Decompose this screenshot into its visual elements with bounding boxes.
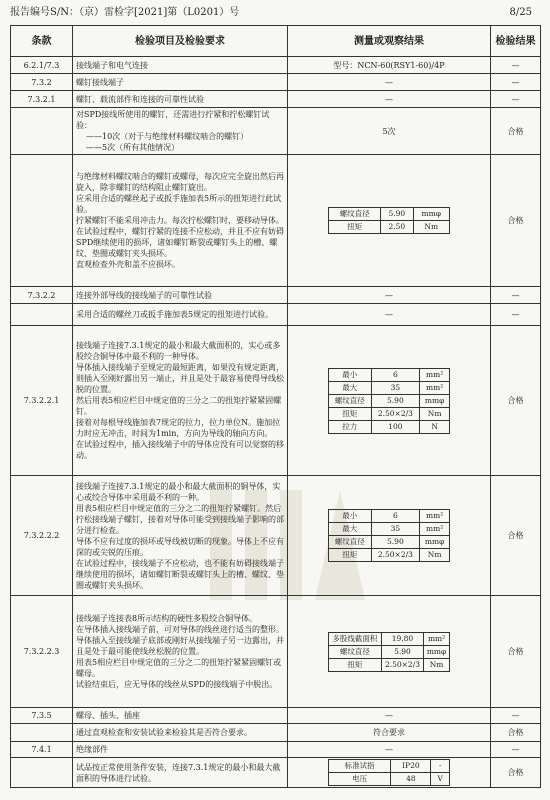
requirement-text: 试品按正常使用条件安装，连接7.3.1规定的最小和最大截面积的导体进行试验。 <box>76 762 281 783</box>
requirement-text: 对SPD接线所使用的螺钉，还需进行拧紧和拧松螺钉试验： <box>76 110 270 130</box>
requirement-text: 接线端子连接表8所示结构的硬性多股绞合铜导体。 <box>76 614 258 623</box>
item-cell <box>73 476 288 596</box>
requirement-text: 采用合适的螺丝刀或扳手施加表5规定的扭矩进行试验。 <box>76 310 274 319</box>
item-cell: 连接外部导线的接线端子的可靠性试验 <box>73 287 288 304</box>
item-cell: 螺钉、载流部件和连接的可靠性试验 <box>73 91 288 108</box>
param-unit: mmφ <box>424 645 450 658</box>
param-label: 标准试指 <box>329 760 391 773</box>
param-label: 扭矩 <box>329 407 372 420</box>
result-cell: 合格 <box>491 724 541 742</box>
measure-cell: — <box>288 74 491 91</box>
table-row <box>11 596 541 708</box>
table-row <box>11 476 541 596</box>
result-cell: 合格 <box>491 155 541 287</box>
col-clause: 条款 <box>11 26 73 57</box>
clause-cell <box>11 108 73 155</box>
requirement-text: 应采用合适的螺丝起子或扳手施加表5所示的扭矩进行此试验。 <box>76 194 282 214</box>
param-unit: Nm <box>413 221 450 234</box>
subtable-row <box>329 420 450 433</box>
item-cell <box>73 326 288 476</box>
report-header <box>10 6 532 20</box>
measure-cell: — <box>288 91 491 108</box>
result-cell: 合格 <box>491 326 541 476</box>
requirement-text: 在导体插入接线端子前，可对导体的线丝进行适当的整形。 <box>76 625 284 634</box>
clause-cell <box>11 304 73 326</box>
clause-cell: 7.4.1 <box>11 742 73 758</box>
param-unit: mm² <box>420 510 450 523</box>
param-value: 35 <box>371 523 420 536</box>
item-cell <box>73 758 288 788</box>
subtable-row <box>329 645 450 658</box>
param-value: IP20 <box>391 760 431 773</box>
inspection-table <box>10 25 541 788</box>
col-item: 检验项目及检验要求 <box>73 26 288 57</box>
result-cell: — <box>491 74 541 91</box>
item-cell: 螺母、插头、插座 <box>73 708 288 724</box>
subtable-row <box>329 760 450 773</box>
subtable-row <box>329 368 450 381</box>
param-label: 螺纹直径 <box>329 394 372 407</box>
param-value: 5.90 <box>371 394 420 407</box>
requirement-text: ——5次（所有其他情况） <box>86 143 180 152</box>
param-label: 最大 <box>329 381 372 394</box>
item-cell <box>73 155 288 287</box>
requirement-text: 拧紧螺钉不能采用冲击力。每次拧松螺钉时，要移动导体。 <box>76 216 284 225</box>
subtable-row <box>329 221 450 234</box>
clause-cell: 7.3.2.1 <box>11 91 73 108</box>
clause-cell <box>11 724 73 742</box>
clause-cell: 6.2.1/7.3 <box>11 57 73 74</box>
measure-cell <box>288 476 491 596</box>
requirement-text: 接线端子连接7.3.1规定的最小和最大截面积的铜导体，实心或绞合导体中采用最不利的一种。 <box>76 481 281 502</box>
requirement-text: 试验结束后，应无导体的线丝从SPD的接线端子中脱出。 <box>76 680 278 689</box>
measure-subtable <box>328 207 450 234</box>
param-value: 100 <box>371 420 420 433</box>
measure-subtable <box>328 759 450 786</box>
item-cell <box>73 108 288 155</box>
requirement-text: 与绝缘材料螺纹啮合的螺钉或螺母，每次应完全旋出然后再旋入，除非螺钉的结构阻止螺钉旋出。 <box>76 172 284 192</box>
table-row <box>11 74 541 91</box>
param-value: 2.50 <box>381 221 413 234</box>
clause-cell: 7.3.2.2.2 <box>11 476 73 596</box>
param-label: 螺纹直径 <box>329 645 382 658</box>
table-row <box>11 326 541 476</box>
requirement-text: 导体不应有过度的损坏或导线被切断的现象。导体上不应有深的或尖锐的压痕。 <box>76 536 284 557</box>
param-label: 扭矩 <box>329 221 381 234</box>
result-cell: — <box>491 287 541 304</box>
report-number: 报告编号S/N：（京）雷检字[2021]第（L0201）号 <box>10 7 240 18</box>
table-row <box>11 758 541 788</box>
param-value: 5.90 <box>381 645 423 658</box>
param-unit: mmφ <box>420 394 450 407</box>
param-label: 多股线截面积 <box>329 632 382 645</box>
requirement-text: 接着对每根导线施加表7规定的拉力，拉力单位N。施加拉力时应无冲击，时间为1min，方向为导线的轴向方向。 <box>76 418 281 438</box>
param-value: 6 <box>371 510 420 523</box>
subtable-row <box>329 510 450 523</box>
param-value: 5.90 <box>371 536 420 549</box>
param-label: 最大 <box>329 523 372 536</box>
subtable-row <box>329 658 450 671</box>
requirement-text: 导体插入至接线端子底部或刚好从接线端子另一边露出，并且是处于最可能使线丝松脱的位置。 <box>76 636 284 656</box>
measure-cell: 5次 <box>288 108 491 155</box>
subtable-row <box>329 773 450 786</box>
param-label: 拉力 <box>329 420 372 433</box>
param-value: 5.90 <box>381 208 413 221</box>
param-unit: V <box>431 773 450 786</box>
measure-cell <box>288 596 491 708</box>
result-cell: 合格 <box>491 108 541 155</box>
param-value: 2.50×2/3 <box>371 407 420 420</box>
result-cell: — <box>491 742 541 758</box>
item-cell: 绝缘部件 <box>73 742 288 758</box>
param-value: 19.80 <box>381 632 423 645</box>
result-cell: — <box>491 57 541 74</box>
result-cell: — <box>491 708 541 724</box>
clause-cell: 7.3.2 <box>11 74 73 91</box>
measure-cell <box>288 326 491 476</box>
subtable-row <box>329 208 450 221</box>
table-row <box>11 155 541 287</box>
result-cell: 合格 <box>491 476 541 596</box>
clause-cell <box>11 155 73 287</box>
requirement-text: 然后用表5相应栏目中规定值的三分之二的扭矩拧紧紧固螺钉。 <box>76 396 282 416</box>
subtable-row <box>329 536 450 549</box>
param-unit: mm² <box>420 523 450 536</box>
requirement-text: 用表5相应栏目中规定值的三分之二的扭矩拧紧螺钉。然后拧松接线端子螺钉，接着对导体可能受到接线端子影响的部分进行检查。 <box>76 503 284 535</box>
param-unit: mm² <box>420 381 450 394</box>
page-number: 8/25 <box>509 7 532 18</box>
col-result: 检验结果 <box>491 26 541 57</box>
table-row <box>11 57 541 74</box>
subtable-row <box>329 549 450 562</box>
requirement-text: 直观检查外壳和盖不应损坏。 <box>76 260 180 269</box>
table-row <box>11 742 541 758</box>
requirement-text: ——10次（对于与绝缘材料螺纹啮合的螺钉） <box>86 132 249 141</box>
result-cell: — <box>491 304 541 326</box>
measure-cell <box>288 155 491 287</box>
measure-subtable <box>328 632 450 672</box>
param-label: 电压 <box>329 773 391 786</box>
requirement-text: 用表5相应栏目中规定值的三分之二的扭矩拧紧紧固螺钉或螺母。 <box>76 658 282 678</box>
param-label: 最小 <box>329 368 372 381</box>
measure-cell: — <box>288 742 491 758</box>
table-header-row <box>11 26 541 57</box>
param-label: 扭矩 <box>329 658 382 671</box>
param-value: 35 <box>371 381 420 394</box>
requirement-text: 导体插入接线端子至规定的最短距离，如果没有规定距离，则插入至刚好露出另一端止，并且是处于最容易使得导线松脱的位置。 <box>76 363 284 394</box>
result-cell: — <box>491 91 541 108</box>
param-unit: mm² <box>424 632 450 645</box>
param-unit: mm² <box>420 368 450 381</box>
param-unit: Nm <box>424 658 450 671</box>
param-value: 2.50×2/3 <box>381 658 423 671</box>
measure-cell: 型号：NCN-60(RSY1-60)/4P <box>288 57 491 74</box>
param-label: 最小 <box>329 510 372 523</box>
measure-cell <box>288 758 491 788</box>
item-cell: 螺钉接线端子 <box>73 74 288 91</box>
param-label: 螺纹直径 <box>329 536 372 549</box>
result-cell: 合格 <box>491 758 541 788</box>
param-label: 螺纹直径 <box>329 208 381 221</box>
requirement-text: 在试验过程中，插入接线端子中的导体应没有可以觉察的移动。 <box>76 440 284 460</box>
clause-cell <box>11 758 73 788</box>
result-cell: 合格 <box>491 596 541 708</box>
measure-cell: 符合要求 <box>288 724 491 742</box>
param-value: 6 <box>371 368 420 381</box>
table-row <box>11 708 541 724</box>
measure-subtable <box>328 368 450 434</box>
param-value: 2.50×2/3 <box>371 549 420 562</box>
table-row <box>11 304 541 326</box>
col-measure: 测量或观察结果 <box>288 26 491 57</box>
clause-cell: 7.3.2.2.1 <box>11 326 73 476</box>
subtable-row <box>329 632 450 645</box>
table-row <box>11 724 541 742</box>
requirement-text: 接线端子连接7.3.1规定的最小和最大截面积的，实心或多股绞合铜导体中最不利的一种导体。 <box>76 341 281 361</box>
clause-cell: 7.3.5 <box>11 708 73 724</box>
table-row <box>11 91 541 108</box>
requirement-text: 在试验过程中，螺钉拧紧的连接不应松动，并且不应有妨碍SPD继续使用的损坏，诸如螺钉断裂或螺钉头上的槽、螺纹、垫圈或螺钉夹头损坏。 <box>76 227 284 258</box>
measure-cell: — <box>288 304 491 326</box>
param-label: 扭矩 <box>329 549 372 562</box>
item-cell: 通过直观检查和安装试验来检验其是否符合要求。 <box>73 724 288 742</box>
item-cell: 接线端子和电气连接 <box>73 57 288 74</box>
item-cell <box>73 596 288 708</box>
clause-cell: 7.3.2.2 <box>11 287 73 304</box>
item-cell <box>73 304 288 326</box>
subtable-row <box>329 407 450 420</box>
param-value: 48 <box>391 773 431 786</box>
clause-cell: 7.3.2.2.3 <box>11 596 73 708</box>
subtable-row <box>329 381 450 394</box>
subtable-row <box>329 394 450 407</box>
table-row <box>11 287 541 304</box>
param-unit: N <box>420 420 450 433</box>
measure-cell: — <box>288 287 491 304</box>
subtable-row <box>329 523 450 536</box>
table-row <box>11 108 541 155</box>
measure-cell: — <box>288 708 491 724</box>
param-unit: - <box>431 760 450 773</box>
measure-subtable <box>328 509 450 562</box>
param-unit: Nm <box>420 549 450 562</box>
param-unit: mmφ <box>413 208 450 221</box>
param-unit: mmφ <box>420 536 450 549</box>
param-unit: Nm <box>420 407 450 420</box>
requirement-text: 在试验过程中，接线端子不应松动，也不能有妨碍接线端子继续使用的损坏，诸如螺钉断裂或螺钉头上的槽、螺纹、垫圈或螺钉夹头损坏。 <box>76 558 284 590</box>
